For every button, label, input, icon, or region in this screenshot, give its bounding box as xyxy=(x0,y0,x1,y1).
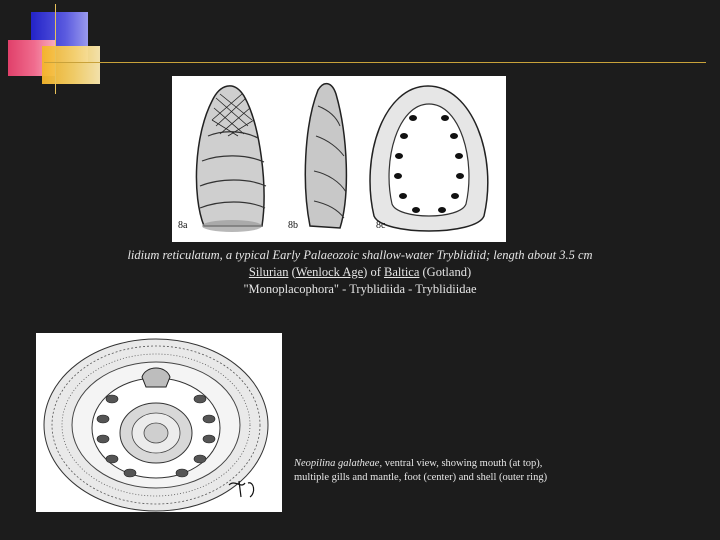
fossil-caption xyxy=(60,247,660,298)
decor-yellow-square xyxy=(42,46,100,84)
title-rule xyxy=(44,62,706,63)
shell-side-view xyxy=(305,84,346,228)
wenlock-age-link[interactable]: Wenlock Age xyxy=(295,265,364,279)
shell-ventral-view xyxy=(370,86,488,231)
neopilina-description: , ventral view, showing mouth (at top), multiple gills and mantle, foot (center) and shell (outer ring) xyxy=(294,458,548,483)
caption-species-line: lidium reticulatum, a typical Early Palaeozoic shallow-water Tryblidiid; length about 3.5 cm xyxy=(127,248,593,262)
label-8a: 8a xyxy=(178,220,188,231)
caption-age-mid: ) of xyxy=(363,265,384,279)
caption-age-line xyxy=(60,264,660,281)
fossil-shell-figure xyxy=(172,76,506,242)
label-8c: 8c xyxy=(376,220,386,231)
shell-dorsal-view xyxy=(196,86,266,232)
fossil-shell-drawing xyxy=(172,76,506,242)
label-8b: 8b xyxy=(288,220,298,231)
caption-age-end: (Gotland) xyxy=(419,265,472,279)
neopilina-species-name: Neopilina galatheae xyxy=(294,458,380,469)
silurian-link[interactable]: Silurian xyxy=(248,265,289,279)
neopilina-caption xyxy=(294,457,569,485)
caption-age-open: ( xyxy=(288,265,296,279)
neopilina-figure xyxy=(36,333,282,512)
caption-taxonomy-line: "Monoplacophora" - Tryblidiida - Tryblidiidae xyxy=(243,282,477,296)
neopilina-drawing xyxy=(36,333,282,512)
decor-vertical-line xyxy=(55,4,56,94)
baltica-link[interactable]: Baltica xyxy=(383,265,420,279)
